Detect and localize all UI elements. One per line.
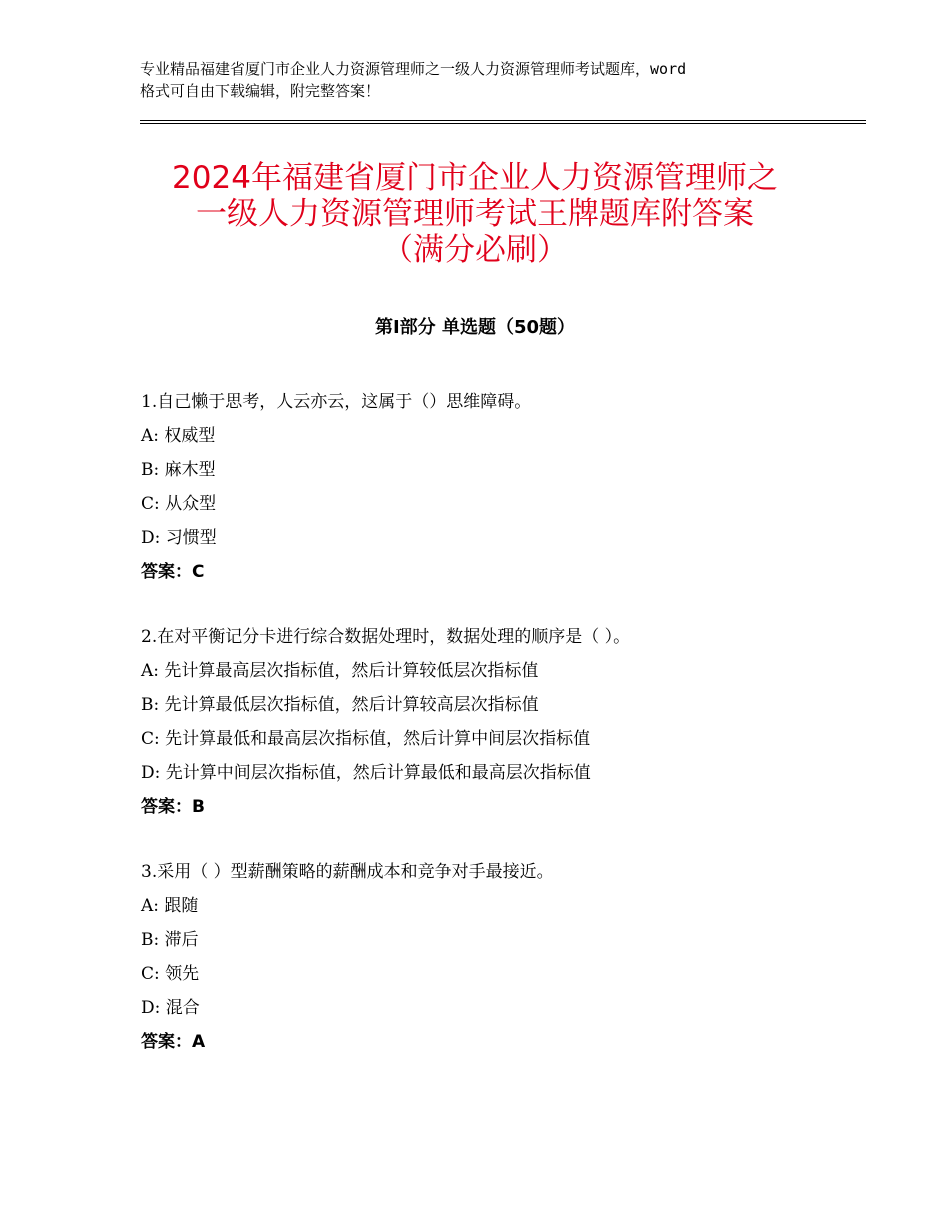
header-note-line-1: 专业精品福建省厦门市企业人力资源管理师之一级人力资源管理师考试题库，word: [140, 60, 687, 78]
option-c: C: 领先: [141, 964, 200, 984]
option-b: B: 先计算最低层次指标值，然后计算较高层次指标值: [141, 695, 539, 715]
question-2: [141, 620, 861, 824]
section-heading: 第Ⅰ部分 单选题（50题）: [374, 317, 575, 338]
option-c: C: 先计算最低和最高层次指标值，然后计算中间层次指标值: [141, 729, 591, 749]
answer-label: 答案：B: [141, 797, 205, 817]
option-a: A: 先计算最高层次指标值，然后计算较低层次指标值: [141, 661, 539, 681]
option-d: D: 习惯型: [141, 528, 217, 548]
option-c: C: 从众型: [141, 494, 217, 514]
question-stem: 3.采用（ ）型薪酬策略的薪酬成本和竞争对手最接近。: [141, 862, 554, 882]
option-b: B: 滞后: [141, 930, 199, 950]
option-b: B: 麻木型: [141, 460, 216, 480]
document-title: [100, 160, 850, 268]
option-d: D: 混合: [141, 998, 200, 1018]
question-3: [141, 855, 861, 1059]
question-1: [141, 385, 861, 589]
answer-label: 答案：C: [141, 562, 205, 582]
answer-label: 答案：A: [141, 1032, 206, 1052]
document-title-line-2: 一级人力资源管理师考试王牌题库附答案: [196, 196, 754, 232]
option-d: D: 先计算中间层次指标值，然后计算最低和最高层次指标值: [141, 763, 591, 783]
header-note: [140, 58, 820, 102]
question-stem: 2.在对平衡记分卡进行综合数据处理时，数据处理的顺序是（ ）。: [141, 627, 631, 647]
question-list: [141, 385, 861, 1090]
document-title-line-1: 2024年福建省厦门市企业人力资源管理师之: [172, 160, 778, 196]
option-a: A: 跟随: [141, 896, 199, 916]
document-title-line-3: （满分必刷）: [382, 232, 568, 268]
option-a: A: 权威型: [141, 426, 216, 446]
header-divider: [140, 120, 866, 124]
header-note-line-2: 格式可自由下载编辑，附完整答案！: [140, 82, 381, 100]
question-stem: 1.自己懒于思考，人云亦云，这属于（）思维障碍。: [141, 392, 532, 412]
